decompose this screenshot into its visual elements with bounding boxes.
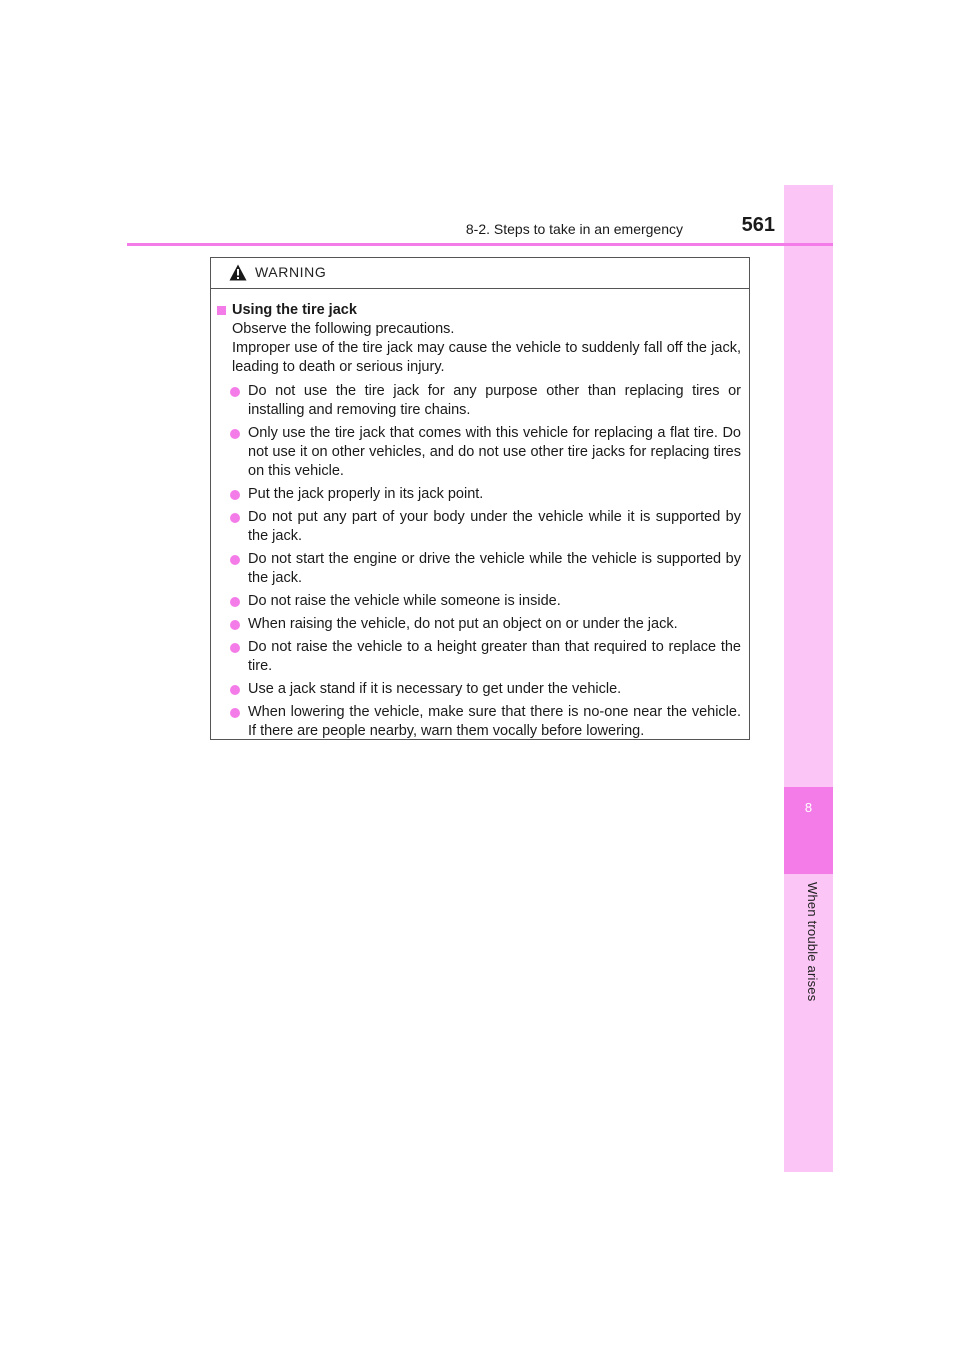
round-bullet-icon (230, 685, 240, 695)
list-item (230, 424, 741, 481)
list-item (230, 382, 741, 420)
section-heading (217, 301, 741, 320)
list-item (230, 615, 741, 634)
list-item-text: Do not use the tire jack for any purpose other than replacing tires or installing and removing tire chains. (248, 383, 741, 418)
chapter-label: When trouble arises (805, 882, 820, 1002)
chapter-side-tab (784, 185, 833, 1172)
list-item-text: Do not raise the vehicle to a height greater than that required to replace the tire. (248, 639, 741, 674)
list-item-text: Only use the tire jack that comes with this vehicle for replacing a flat tire. Do not use it on other vehicles, and do not use other tire jacks for replacing tires on this vehicle. (248, 425, 741, 479)
section-heading-text: Using the tire jack (232, 302, 357, 318)
list-item (230, 703, 741, 741)
list-item-text: Put the jack properly in its jack point. (248, 486, 484, 502)
warning-header (211, 258, 749, 289)
warning-intro (217, 320, 741, 377)
round-bullet-icon (230, 387, 240, 397)
round-bullet-icon (230, 513, 240, 523)
round-bullet-icon (230, 490, 240, 500)
list-item-text: Do not start the engine or drive the vehicle while the vehicle is supported by the jack. (248, 551, 741, 586)
intro-line: Observe the following precautions. (232, 321, 455, 337)
round-bullet-icon (230, 597, 240, 607)
round-bullet-icon (230, 620, 240, 630)
intro-line: Improper use of the tire jack may cause the vehicle to suddenly fall off the jack, leading to death or serious injury. (232, 340, 741, 375)
list-item (230, 638, 741, 676)
list-item (230, 680, 741, 699)
chapter-number: 8 (804, 800, 813, 815)
list-item (230, 550, 741, 588)
list-item-text: When raising the vehicle, do not put an object on or under the jack. (248, 616, 678, 632)
square-bullet-icon (217, 306, 226, 315)
list-item-text: Do not put any part of your body under the vehicle while it is supported by the jack. (248, 509, 741, 544)
round-bullet-icon (230, 708, 240, 718)
list-item (230, 592, 741, 611)
warning-body (211, 289, 749, 741)
round-bullet-icon (230, 643, 240, 653)
round-bullet-icon (230, 555, 240, 565)
list-item (230, 508, 741, 546)
warning-title: WARNING (255, 264, 327, 280)
round-bullet-icon (230, 429, 240, 439)
precaution-list (217, 382, 741, 741)
warning-box (210, 257, 750, 740)
list-item-text: Do not raise the vehicle while someone is inside. (248, 593, 561, 609)
warning-triangle-icon (229, 264, 247, 281)
header-section-title: 8-2. Steps to take in an emergency (465, 221, 683, 237)
header-rule (127, 243, 833, 246)
list-item (230, 485, 741, 504)
list-item-text: When lowering the vehicle, make sure that there is no-one near the vehicle. If there are people nearby, warn them vocally before lowering. (248, 704, 741, 739)
page-number: 561 (741, 214, 775, 236)
list-item-text: Use a jack stand if it is necessary to get under the vehicle. (248, 681, 622, 697)
